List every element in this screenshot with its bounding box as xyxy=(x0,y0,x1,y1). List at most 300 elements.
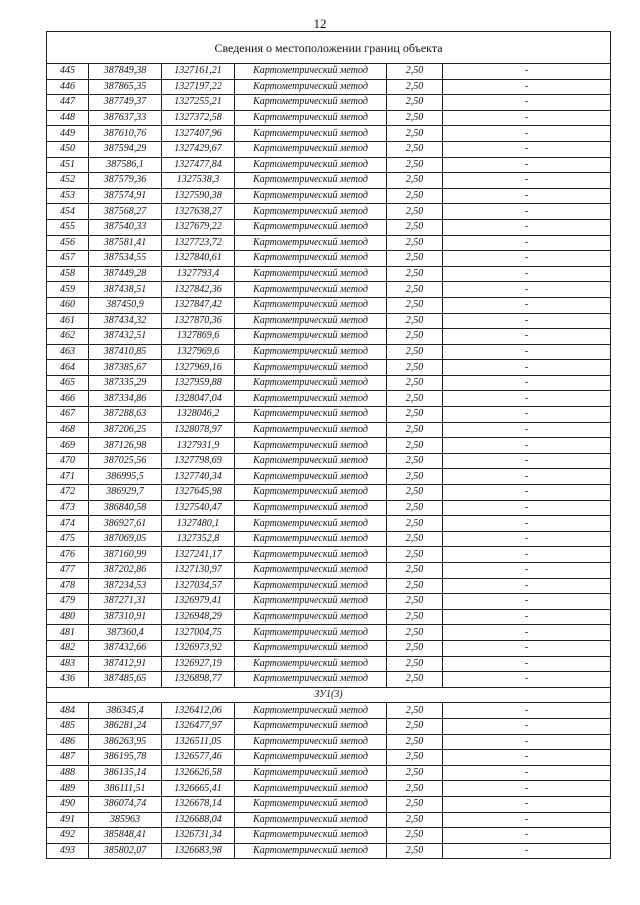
x-coordinate-cell: 386135,14 xyxy=(89,765,162,781)
y-coordinate-cell: 1327352,8 xyxy=(162,531,235,547)
point-number-cell: 466 xyxy=(47,391,89,407)
y-coordinate-cell: 1326626,58 xyxy=(162,765,235,781)
method-cell: Картометрический метод xyxy=(235,329,387,345)
accuracy-cell: 2,50 xyxy=(387,219,443,235)
table-row xyxy=(47,625,611,641)
y-coordinate-cell: 1327241,17 xyxy=(162,547,235,563)
y-coordinate-cell: 1327197,22 xyxy=(162,79,235,95)
x-coordinate-cell: 387749,37 xyxy=(89,95,162,111)
description-cell: - xyxy=(443,188,611,204)
accuracy-cell: 2,50 xyxy=(387,500,443,516)
x-coordinate-cell: 386074,74 xyxy=(89,796,162,812)
point-number-cell: 489 xyxy=(47,781,89,797)
accuracy-cell: 2,50 xyxy=(387,64,443,80)
accuracy-cell: 2,50 xyxy=(387,110,443,126)
y-coordinate-cell: 1327931,9 xyxy=(162,438,235,454)
table-row xyxy=(47,110,611,126)
point-number-cell: 484 xyxy=(47,703,89,719)
point-number-cell: 461 xyxy=(47,313,89,329)
point-number-cell: 448 xyxy=(47,110,89,126)
point-number-cell: 471 xyxy=(47,469,89,485)
y-coordinate-cell: 1328047,04 xyxy=(162,391,235,407)
accuracy-cell: 2,50 xyxy=(387,765,443,781)
point-number-cell: 467 xyxy=(47,407,89,423)
x-coordinate-cell: 387610,76 xyxy=(89,126,162,142)
point-number-cell: 452 xyxy=(47,173,89,189)
description-cell: - xyxy=(443,578,611,594)
accuracy-cell: 2,50 xyxy=(387,469,443,485)
description-cell: - xyxy=(443,672,611,688)
y-coordinate-cell: 1326412,06 xyxy=(162,703,235,719)
table-row xyxy=(47,235,611,251)
table-row xyxy=(47,79,611,95)
method-cell: Картометрический метод xyxy=(235,375,387,391)
accuracy-cell: 2,50 xyxy=(387,703,443,719)
description-cell: - xyxy=(443,407,611,423)
y-coordinate-cell: 1326731,34 xyxy=(162,828,235,844)
method-cell: Картометрический метод xyxy=(235,141,387,157)
table-row xyxy=(47,422,611,438)
table-row xyxy=(47,173,611,189)
table-row xyxy=(47,157,611,173)
y-coordinate-cell: 1327372,58 xyxy=(162,110,235,126)
table-row xyxy=(47,531,611,547)
accuracy-cell: 2,50 xyxy=(387,266,443,282)
x-coordinate-cell: 386263,95 xyxy=(89,734,162,750)
point-number-cell: 479 xyxy=(47,594,89,610)
x-coordinate-cell: 387335,29 xyxy=(89,375,162,391)
method-cell: Картометрический метод xyxy=(235,282,387,298)
accuracy-cell: 2,50 xyxy=(387,344,443,360)
table-row xyxy=(47,453,611,469)
y-coordinate-cell: 1327540,47 xyxy=(162,500,235,516)
point-number-cell: 493 xyxy=(47,843,89,859)
y-coordinate-cell: 1328046,2 xyxy=(162,407,235,423)
y-coordinate-cell: 1327429,67 xyxy=(162,141,235,157)
table-row xyxy=(47,812,611,828)
y-coordinate-cell: 1326577,46 xyxy=(162,750,235,766)
point-number-cell: 485 xyxy=(47,718,89,734)
x-coordinate-cell: 387432,51 xyxy=(89,329,162,345)
point-number-cell: 491 xyxy=(47,812,89,828)
point-number-cell: 481 xyxy=(47,625,89,641)
description-cell: - xyxy=(443,422,611,438)
method-cell: Картометрический метод xyxy=(235,500,387,516)
description-cell: - xyxy=(443,516,611,532)
accuracy-cell: 2,50 xyxy=(387,422,443,438)
table-row xyxy=(47,796,611,812)
table-row xyxy=(47,703,611,719)
method-cell: Картометрический метод xyxy=(235,516,387,532)
description-cell: - xyxy=(443,469,611,485)
method-cell: Картометрический метод xyxy=(235,235,387,251)
y-coordinate-cell: 1326688,04 xyxy=(162,812,235,828)
y-coordinate-cell: 1328078,97 xyxy=(162,422,235,438)
method-cell: Картометрический метод xyxy=(235,750,387,766)
y-coordinate-cell: 1327255,21 xyxy=(162,95,235,111)
table-row xyxy=(47,718,611,734)
table-row xyxy=(47,781,611,797)
table-row xyxy=(47,95,611,111)
x-coordinate-cell: 387025,56 xyxy=(89,453,162,469)
y-coordinate-cell: 1327130,97 xyxy=(162,563,235,579)
method-cell: Картометрический метод xyxy=(235,765,387,781)
y-coordinate-cell: 1327034,57 xyxy=(162,578,235,594)
description-cell: - xyxy=(443,204,611,220)
description-cell: - xyxy=(443,110,611,126)
accuracy-cell: 2,50 xyxy=(387,578,443,594)
accuracy-cell: 2,50 xyxy=(387,360,443,376)
description-cell: - xyxy=(443,750,611,766)
accuracy-cell: 2,50 xyxy=(387,79,443,95)
x-coordinate-cell: 386995,5 xyxy=(89,469,162,485)
y-coordinate-cell: 1326665,41 xyxy=(162,781,235,797)
description-cell: - xyxy=(443,95,611,111)
y-coordinate-cell: 1327847,42 xyxy=(162,297,235,313)
table-row xyxy=(47,656,611,672)
table-row xyxy=(47,141,611,157)
table-row xyxy=(47,188,611,204)
description-cell: - xyxy=(443,828,611,844)
y-coordinate-cell: 1327407,96 xyxy=(162,126,235,142)
description-cell: - xyxy=(443,485,611,501)
y-coordinate-cell: 1327840,61 xyxy=(162,251,235,267)
method-cell: Картометрический метод xyxy=(235,204,387,220)
point-number-cell: 447 xyxy=(47,95,89,111)
x-coordinate-cell: 386840,58 xyxy=(89,500,162,516)
y-coordinate-cell: 1327969,16 xyxy=(162,360,235,376)
accuracy-cell: 2,50 xyxy=(387,734,443,750)
point-number-cell: 470 xyxy=(47,453,89,469)
accuracy-cell: 2,50 xyxy=(387,391,443,407)
description-cell: - xyxy=(443,625,611,641)
accuracy-cell: 2,50 xyxy=(387,718,443,734)
accuracy-cell: 2,50 xyxy=(387,843,443,859)
method-cell: Картометрический метод xyxy=(235,843,387,859)
x-coordinate-cell: 387412,91 xyxy=(89,656,162,672)
point-number-cell: 473 xyxy=(47,500,89,516)
accuracy-cell: 2,50 xyxy=(387,329,443,345)
method-cell: Картометрический метод xyxy=(235,391,387,407)
accuracy-cell: 2,50 xyxy=(387,375,443,391)
description-cell: - xyxy=(443,812,611,828)
y-coordinate-cell: 1327740,34 xyxy=(162,469,235,485)
x-coordinate-cell: 387586,1 xyxy=(89,157,162,173)
table-row xyxy=(47,500,611,516)
y-coordinate-cell: 1326683,98 xyxy=(162,843,235,859)
table-row xyxy=(47,204,611,220)
x-coordinate-cell: 385848,41 xyxy=(89,828,162,844)
accuracy-cell: 2,50 xyxy=(387,531,443,547)
description-cell: - xyxy=(443,282,611,298)
y-coordinate-cell: 1327798,69 xyxy=(162,453,235,469)
y-coordinate-cell: 1327161,21 xyxy=(162,64,235,80)
method-cell: Картометрический метод xyxy=(235,313,387,329)
point-number-cell: 454 xyxy=(47,204,89,220)
x-coordinate-cell: 387540,33 xyxy=(89,219,162,235)
description-cell: - xyxy=(443,656,611,672)
x-coordinate-cell: 387865,35 xyxy=(89,79,162,95)
table-row xyxy=(47,266,611,282)
accuracy-cell: 2,50 xyxy=(387,204,443,220)
y-coordinate-cell: 1326948,29 xyxy=(162,609,235,625)
x-coordinate-cell: 386111,51 xyxy=(89,781,162,797)
x-coordinate-cell: 386927,61 xyxy=(89,516,162,532)
x-coordinate-cell: 387432,66 xyxy=(89,640,162,656)
y-coordinate-cell: 1327969,6 xyxy=(162,344,235,360)
page-number: 12 xyxy=(313,16,327,31)
method-cell: Картометрический метод xyxy=(235,718,387,734)
x-coordinate-cell: 386345,4 xyxy=(89,703,162,719)
point-number-cell: 457 xyxy=(47,251,89,267)
y-coordinate-cell: 1326927,19 xyxy=(162,656,235,672)
y-coordinate-cell: 1326973,92 xyxy=(162,640,235,656)
accuracy-cell: 2,50 xyxy=(387,796,443,812)
accuracy-cell: 2,50 xyxy=(387,640,443,656)
method-cell: Картометрический метод xyxy=(235,110,387,126)
description-cell: - xyxy=(443,141,611,157)
table-row xyxy=(47,64,611,80)
y-coordinate-cell: 1327538,3 xyxy=(162,173,235,189)
point-number-cell: 458 xyxy=(47,266,89,282)
accuracy-cell: 2,50 xyxy=(387,141,443,157)
method-cell: Картометрический метод xyxy=(235,640,387,656)
description-cell: - xyxy=(443,344,611,360)
point-number-cell: 465 xyxy=(47,375,89,391)
method-cell: Картометрический метод xyxy=(235,734,387,750)
point-number-cell: 449 xyxy=(47,126,89,142)
accuracy-cell: 2,50 xyxy=(387,781,443,797)
description-cell: - xyxy=(443,718,611,734)
description-cell: - xyxy=(443,547,611,563)
point-number-cell: 469 xyxy=(47,438,89,454)
point-number-cell: 486 xyxy=(47,734,89,750)
y-coordinate-cell: 1327645,98 xyxy=(162,485,235,501)
x-coordinate-cell: 387288,63 xyxy=(89,407,162,423)
y-coordinate-cell: 1327004,75 xyxy=(162,625,235,641)
description-cell: - xyxy=(443,781,611,797)
table-row xyxy=(47,282,611,298)
description-cell: - xyxy=(443,843,611,859)
method-cell: Картометрический метод xyxy=(235,609,387,625)
description-cell: - xyxy=(443,375,611,391)
x-coordinate-cell: 387434,32 xyxy=(89,313,162,329)
point-number-cell: 436 xyxy=(47,672,89,688)
accuracy-cell: 2,50 xyxy=(387,157,443,173)
table-row xyxy=(47,734,611,750)
table-row xyxy=(47,360,611,376)
method-cell: Картометрический метод xyxy=(235,485,387,501)
point-number-cell: 475 xyxy=(47,531,89,547)
method-cell: Картометрический метод xyxy=(235,828,387,844)
accuracy-cell: 2,50 xyxy=(387,563,443,579)
description-cell: - xyxy=(443,563,611,579)
accuracy-cell: 2,50 xyxy=(387,672,443,688)
point-number-cell: 492 xyxy=(47,828,89,844)
method-cell: Картометрический метод xyxy=(235,422,387,438)
description-cell: - xyxy=(443,235,611,251)
x-coordinate-cell: 387206,25 xyxy=(89,422,162,438)
method-cell: Картометрический метод xyxy=(235,360,387,376)
description-cell: - xyxy=(443,266,611,282)
x-coordinate-cell: 387450,9 xyxy=(89,297,162,313)
x-coordinate-cell: 387568,27 xyxy=(89,204,162,220)
point-number-cell: 462 xyxy=(47,329,89,345)
x-coordinate-cell: 387385,67 xyxy=(89,360,162,376)
point-number-cell: 460 xyxy=(47,297,89,313)
method-cell: Картометрический метод xyxy=(235,781,387,797)
accuracy-cell: 2,50 xyxy=(387,516,443,532)
table-row xyxy=(47,313,611,329)
accuracy-cell: 2,50 xyxy=(387,485,443,501)
accuracy-cell: 2,50 xyxy=(387,625,443,641)
description-cell: - xyxy=(443,703,611,719)
point-number-cell: 477 xyxy=(47,563,89,579)
description-cell: - xyxy=(443,391,611,407)
section-row xyxy=(47,687,611,703)
method-cell: Картометрический метод xyxy=(235,547,387,563)
accuracy-cell: 2,50 xyxy=(387,313,443,329)
method-cell: Картометрический метод xyxy=(235,126,387,142)
method-cell: Картометрический метод xyxy=(235,219,387,235)
method-cell: Картометрический метод xyxy=(235,438,387,454)
y-coordinate-cell: 1327870,36 xyxy=(162,313,235,329)
y-coordinate-cell: 1327679,22 xyxy=(162,219,235,235)
y-coordinate-cell: 1326477,97 xyxy=(162,718,235,734)
y-coordinate-cell: 1327638,27 xyxy=(162,204,235,220)
method-cell: Картометрический метод xyxy=(235,469,387,485)
x-coordinate-cell: 387202,86 xyxy=(89,563,162,579)
description-cell: - xyxy=(443,173,611,189)
method-cell: Картометрический метод xyxy=(235,672,387,688)
x-coordinate-cell: 387069,05 xyxy=(89,531,162,547)
x-coordinate-cell: 387534,55 xyxy=(89,251,162,267)
table-row xyxy=(47,391,611,407)
method-cell: Картометрический метод xyxy=(235,95,387,111)
point-number-cell: 468 xyxy=(47,422,89,438)
description-cell: - xyxy=(443,157,611,173)
point-number-cell: 488 xyxy=(47,765,89,781)
description-cell: - xyxy=(443,219,611,235)
method-cell: Картометрический метод xyxy=(235,266,387,282)
description-cell: - xyxy=(443,329,611,345)
table-row xyxy=(47,438,611,454)
x-coordinate-cell: 387334,86 xyxy=(89,391,162,407)
x-coordinate-cell: 386929,7 xyxy=(89,485,162,501)
accuracy-cell: 2,50 xyxy=(387,297,443,313)
accuracy-cell: 2,50 xyxy=(387,407,443,423)
x-coordinate-cell: 386195,78 xyxy=(89,750,162,766)
table-row xyxy=(47,469,611,485)
table-row xyxy=(47,765,611,781)
description-cell: - xyxy=(443,500,611,516)
y-coordinate-cell: 1327590,38 xyxy=(162,188,235,204)
accuracy-cell: 2,50 xyxy=(387,812,443,828)
method-cell: Картометрический метод xyxy=(235,531,387,547)
x-coordinate-cell: 387574,91 xyxy=(89,188,162,204)
table-row xyxy=(47,407,611,423)
accuracy-cell: 2,50 xyxy=(387,609,443,625)
method-cell: Картометрический метод xyxy=(235,656,387,672)
table-row xyxy=(47,329,611,345)
y-coordinate-cell: 1326898,77 xyxy=(162,672,235,688)
x-coordinate-cell: 387160,99 xyxy=(89,547,162,563)
point-number-cell: 472 xyxy=(47,485,89,501)
x-coordinate-cell: 385963 xyxy=(89,812,162,828)
method-cell: Картометрический метод xyxy=(235,796,387,812)
x-coordinate-cell: 387410,85 xyxy=(89,344,162,360)
method-cell: Картометрический метод xyxy=(235,297,387,313)
x-coordinate-cell: 387579,36 xyxy=(89,173,162,189)
x-coordinate-cell: 387594,29 xyxy=(89,141,162,157)
description-cell: - xyxy=(443,609,611,625)
description-cell: - xyxy=(443,64,611,80)
x-coordinate-cell: 387438,51 xyxy=(89,282,162,298)
table-row xyxy=(47,578,611,594)
y-coordinate-cell: 1327869,6 xyxy=(162,329,235,345)
method-cell: Картометрический метод xyxy=(235,563,387,579)
description-cell: - xyxy=(443,79,611,95)
table-row xyxy=(47,640,611,656)
x-coordinate-cell: 387360,4 xyxy=(89,625,162,641)
method-cell: Картометрический метод xyxy=(235,344,387,360)
x-coordinate-cell: 387449,28 xyxy=(89,266,162,282)
method-cell: Картометрический метод xyxy=(235,453,387,469)
table-title-row xyxy=(47,32,611,64)
table-row xyxy=(47,594,611,610)
table-row xyxy=(47,344,611,360)
x-coordinate-cell: 387271,31 xyxy=(89,594,162,610)
accuracy-cell: 2,50 xyxy=(387,656,443,672)
y-coordinate-cell: 1327477,84 xyxy=(162,157,235,173)
method-cell: Картометрический метод xyxy=(235,703,387,719)
description-cell: - xyxy=(443,313,611,329)
method-cell: Картометрический метод xyxy=(235,407,387,423)
description-cell: - xyxy=(443,360,611,376)
description-cell: - xyxy=(443,438,611,454)
point-number-cell: 446 xyxy=(47,79,89,95)
table-row xyxy=(47,843,611,859)
point-number-cell: 459 xyxy=(47,282,89,298)
y-coordinate-cell: 1326511,05 xyxy=(162,734,235,750)
description-cell: - xyxy=(443,640,611,656)
point-number-cell: 455 xyxy=(47,219,89,235)
table-row xyxy=(47,375,611,391)
method-cell: Картометрический метод xyxy=(235,79,387,95)
x-coordinate-cell: 387234,53 xyxy=(89,578,162,594)
accuracy-cell: 2,50 xyxy=(387,828,443,844)
accuracy-cell: 2,50 xyxy=(387,594,443,610)
boundary-coordinates-table xyxy=(46,31,611,859)
accuracy-cell: 2,50 xyxy=(387,453,443,469)
section-label: ЗУ1(3) xyxy=(47,687,611,703)
x-coordinate-cell: 387849,38 xyxy=(89,64,162,80)
x-coordinate-cell: 387485,65 xyxy=(89,672,162,688)
table-row xyxy=(47,609,611,625)
point-number-cell: 487 xyxy=(47,750,89,766)
point-number-cell: 482 xyxy=(47,640,89,656)
accuracy-cell: 2,50 xyxy=(387,438,443,454)
description-cell: - xyxy=(443,734,611,750)
description-cell: - xyxy=(443,765,611,781)
method-cell: Картометрический метод xyxy=(235,812,387,828)
accuracy-cell: 2,50 xyxy=(387,188,443,204)
description-cell: - xyxy=(443,594,611,610)
method-cell: Картометрический метод xyxy=(235,157,387,173)
y-coordinate-cell: 1327723,72 xyxy=(162,235,235,251)
table-row xyxy=(47,251,611,267)
point-number-cell: 450 xyxy=(47,141,89,157)
